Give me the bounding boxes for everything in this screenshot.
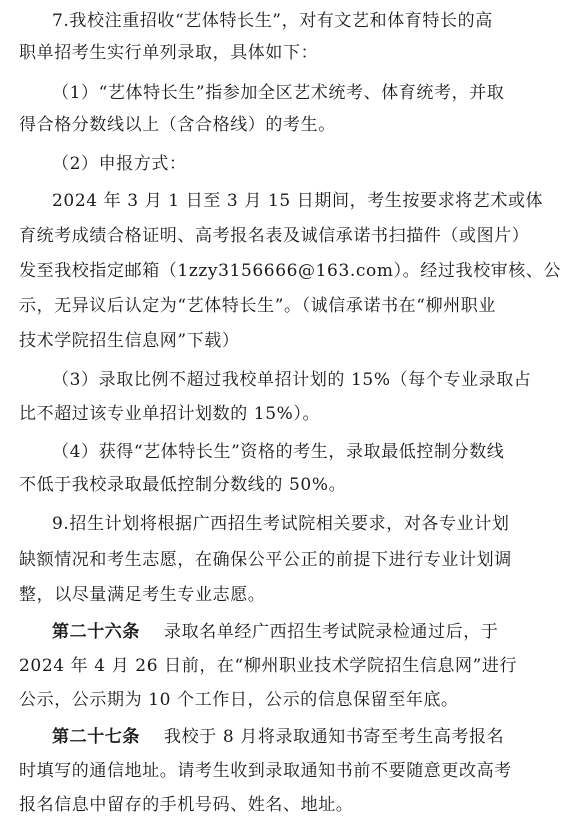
- item-2-line-3: 发至我校指定邮箱（1zzy3156666@163.com）。经过我校审核、公: [19, 261, 562, 281]
- article-26-label: 第二十六条: [52, 622, 140, 642]
- article-26-line-2: 2024 年 4 月 26 日前，在“柳州职业技术学院招生信息网”进行: [19, 656, 518, 676]
- item-4-line-2: 不低于我校录取最低控制分数线的 50%。: [19, 475, 347, 495]
- item-1-line-1: （1）“艺体特长生”指参加全区艺术统考、体育统考，并取: [52, 83, 505, 103]
- item-3-line-2: 比不超过该专业单招计划数的 15%）。: [19, 404, 321, 424]
- item-2-heading: （2）申报方式：: [52, 154, 187, 174]
- article-26-line-3: 公示，公示期为 10 个工作日，公示的信息保留至年底。: [19, 690, 459, 710]
- article-27-label: 第二十七条: [52, 727, 140, 747]
- item-4-line-1: （4）获得“艺体特长生”资格的考生，录取最低控制分数线: [52, 442, 505, 462]
- paragraph-7-line-2: 职单招考生实行单列录取，具体如下：: [19, 43, 319, 63]
- article-27-line-3: 报名信息中留存的手机号码、姓名、地址。: [19, 795, 354, 815]
- article-26-text: 录取名单经广西招生考试院录检通过后，于: [164, 622, 499, 642]
- paragraph-9-line-1: 9.招生计划将根据广西招生考试院相关要求，对各专业计划: [52, 514, 510, 534]
- paragraph-9-line-3: 整，以尽量满足考生专业志愿。: [19, 585, 266, 605]
- paragraph-9-line-2: 缺额情况和考生志愿，在确保公平公正的前提下进行专业计划调: [19, 550, 512, 570]
- article-27-line-1: [0, 722, 566, 752]
- article-26-line-1: [0, 617, 566, 647]
- article-27-line-2: 时填写的通信地址。请考生收到录取通知书前不要随意更改高考: [19, 761, 512, 781]
- item-3-line-1: （3）录取比例不超过我校单招计划的 15%（每个专业录取占: [52, 370, 532, 390]
- item-2-line-5: 技术学院招生信息网”下载）: [19, 331, 240, 351]
- paragraph-7-line-1: 7.我校注重招收“艺体特长生”，对有文艺和体育特长的高: [52, 11, 493, 31]
- item-1-line-2: 得合格分数线以上（含合格线）的考生。: [19, 115, 336, 135]
- item-2-line-1: 2024 年 3 月 1 日至 3 月 15 日期间，考生按要求将艺术或体: [52, 191, 544, 211]
- item-2-line-2: 育统考成绩合格证明、高考报名表及诚信承诺书扫描件（或图片）: [19, 226, 530, 246]
- article-27-text: 我校于 8 月将录取通知书寄至考生高考报名: [164, 727, 505, 747]
- item-2-line-4: 示，无异议后认定为“艺体特长生”。（诚信承诺书在“柳州职业: [19, 296, 496, 316]
